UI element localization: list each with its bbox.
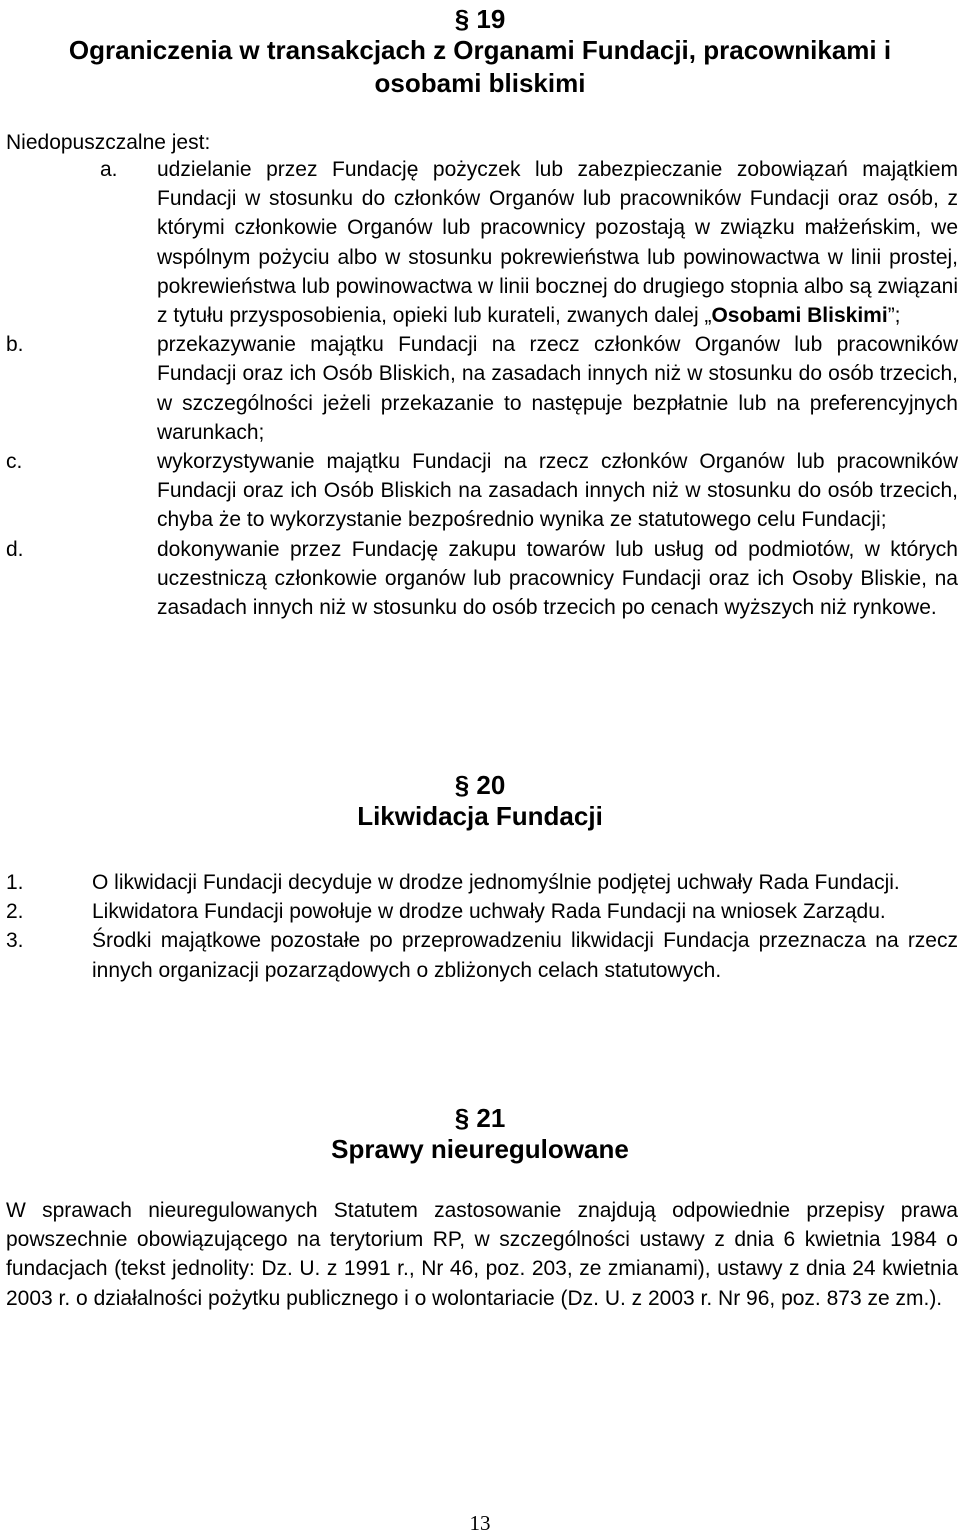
list-item-text: przekazywanie majątku Fundacji na rzecz członków Organów lub pracowników Fundacji oraz ich Osób Bliskich, na zasadach innych niż w stosunku do osób trzecich, w szczególności jeżeli przekazanie to następuje bezpłatnie lub na preferencyjnych warunkach; [157, 333, 958, 444]
section-21-title: Sprawy nieuregulowane [331, 1134, 629, 1164]
list-item-text [157, 155, 958, 330]
list-item-marker: d. [6, 537, 24, 561]
defined-term: Osobami Bliskimi [711, 304, 888, 328]
list-item-text: Środki majątkowe pozostałe po przeprowadzeniu likwidacji Fundacja przeznacza na rzecz innych organizacji pozarządowych o zbliżonych celach statutowych. [92, 929, 958, 982]
list-item-text: dokonywanie przez Fundację zakupu towarów lub usług od podmiotów, w których uczestniczą członkowie organów lub pracownicy Fundacji oraz ich Osoby Bliskie, na zasadach innych niż w stosunku do osób trzecich po cenach wyższych niż rynkowe. [157, 537, 958, 620]
list-item-text-end: ”; [887, 304, 901, 328]
section-19-lead: Niedopuszczalne jest: [6, 131, 211, 154]
list-item-marker: 3. [6, 929, 24, 953]
section-20-list [6, 868, 958, 985]
list-item-text-main: udzielanie przez Fundację pożyczek lub zabezpieczanie zobowiązań majątkiem Fundacji w stosunku do członków Organów lub pracowników Fundacji oraz osób, z którymi członkowie Organów lub pracownicy pozostają w związku małżeńskim, we wspólnym pożyciu albo w stosunku pokrewieństwa lub powinowactwa w linii prostej, pokrewieństwa lub powinowactwa w linii bocznej do drugiego stopnia albo są związani z tytułu przysposobienia, opieki lub kurateli, zwanych dalej „ [157, 158, 958, 328]
list-item-text: Likwidatora Fundacji powołuje w drodze uchwały Rada Fundacji na wniosek Zarządu. [92, 900, 886, 924]
section-21-heading [0, 1103, 960, 1166]
section-19-number: § 19 [454, 4, 506, 34]
section-19-title-line-2: osobami bliskimi [374, 68, 586, 98]
section-21-paragraph: W sprawach nieuregulowanych Statutem zastosowanie znajdują odpowiednie przepisy prawa powszechnie obowiązującego na terytorium RP, w szczególności ustawy z dnia 6 kwietnia 1984 o fundacjach (tekst jednolity: Dz. U. z 1991 r., Nr 46, poz. 203, ze zmianami), ustawy z dnia 24 kwietnia 2003 r. o działalności pożytku publicznego i o wolontariacie (Dz. U. z 2003 r. Nr 96, poz. 873 ze zm.). [6, 1199, 958, 1310]
list-item-text: O likwidacji Fundacji decyduje w drodze jednomyślnie podjętej uchwały Rada Fundacji. [92, 871, 900, 894]
list-item-marker: a. [100, 158, 118, 181]
section-20-heading [0, 770, 960, 833]
list-item [6, 155, 958, 330]
list-item [6, 926, 958, 984]
list-item-marker: b. [6, 333, 24, 357]
list-item-marker: c. [6, 450, 23, 474]
section-20-number: § 20 [454, 770, 506, 800]
page-number: 13 [469, 1511, 491, 1535]
list-item [6, 447, 958, 535]
list-item [6, 868, 958, 897]
list-item [6, 330, 958, 447]
section-20-title: Likwidacja Fundacji [357, 801, 603, 831]
list-item-marker: 2. [6, 900, 24, 924]
list-item [6, 897, 958, 926]
section-19-list [6, 155, 958, 622]
list-item-text: wykorzystywanie majątku Fundacji na rzecz członków Organów lub pracowników Fundacji oraz ich Osób Bliskich na zasadach innych niż w stosunku do osób trzecich, chyba że to wykorzystanie bezpośrednio wynika ze statutowego celu Fundacji; [157, 450, 958, 532]
section-21-number: § 21 [454, 1103, 506, 1133]
list-item-marker: 1. [6, 871, 24, 894]
section-19-title-line-1: Ograniczenia w transakcjach z Organami Fundacji, pracownikami i [68, 35, 892, 65]
section-19-heading [0, 4, 960, 100]
list-item [6, 535, 958, 623]
